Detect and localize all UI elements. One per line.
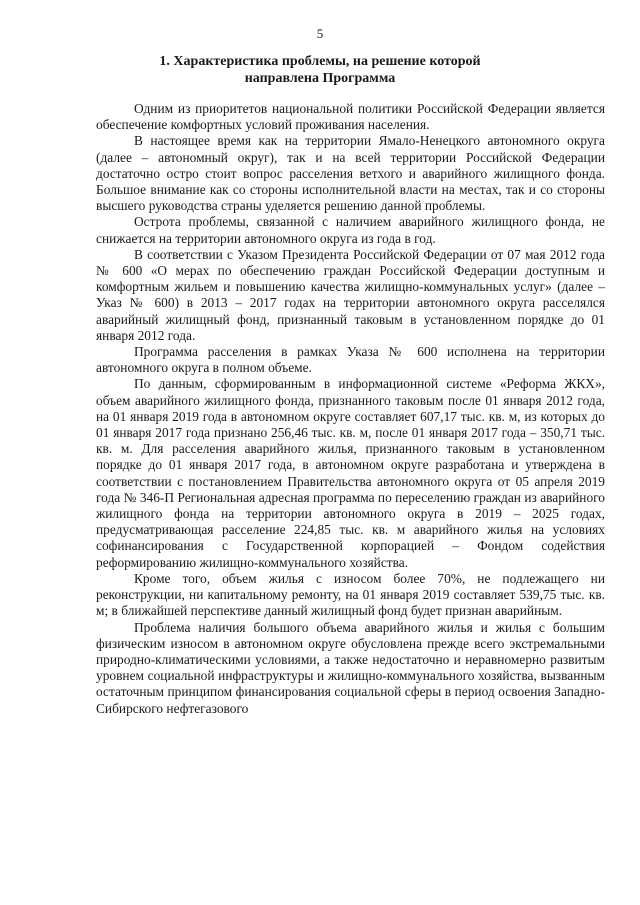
paragraph: Острота проблемы, связанной с наличием аварийного жилищного фонда, не снижается на территории автономного округа из года в год. xyxy=(96,214,605,246)
document-body xyxy=(96,101,605,717)
paragraph: Одним из приоритетов национальной политики Российской Федерации является обеспечение комфортных условий проживания населения. xyxy=(96,101,605,133)
paragraph: В настоящее время как на территории Ямало-Ненецкого автономного округа (далее – автономный округ), так и на всей территории Российской Федерации достаточно остро стоит вопрос расселения ветхого и аварийного жилищного фонда. Большое внимание как со стороны исполнительной власти на местах, так и со стороны высшего руководства страны уделяется решению данной проблемы. xyxy=(96,133,605,214)
paragraph: Кроме того, объем жилья с износом более 70%, не подлежащего ни реконструкции, ни капитальному ремонту, на 01 января 2019 составляет 539,75 тыс. кв. м; в ближайшей перспективе данный жилищный фонд будет признан аварийным. xyxy=(96,570,605,619)
section-heading-line-2: направлена Программа xyxy=(244,71,396,86)
section-heading xyxy=(96,53,544,87)
paragraph: По данным, сформированным в информационной системе «Реформа ЖКХ», объем аварийного жилищного фонда, признанного таковым после 01 января 2012 года, на 01 января 2019 года в автономном округе составляет 607,17 тыс. кв. м, из которых до 01 января 2017 года признано 256,46 тыс. кв. м, после 01 января 2017 года – 350,71 тыс. кв. м. Для расселения аварийного жилья, признанного таковым в установленном порядке до 01 января 2017 года, в автономном округе разработана и утверждена в соответствии с постановлением Правительства автономного округа от 05 апреля 2019 года № 346-П Региональная адресная программа по переселению граждан из аварийного жилищного фонда на территории автономного округа в 2019 – 2025 годах, предусматривающая расселение 224,85 тыс. кв. м аварийного жилья на условиях софинансирования с Государственной корпорацией – Фондом содействия реформированию жилищно-коммунального хозяйства. xyxy=(96,376,605,570)
paragraph: Программа расселения в рамках Указа № 600 исполнена на территории автономного округа в полном объеме. xyxy=(96,344,605,376)
paragraph: Проблема наличия большого объема аварийного жилья и жилья с большим физическим износом в автономном округе обусловлена прежде всего экстремальными природно-климатическими условиями, а также недостаточно и неравномерно развитым уровнем социальной инфраструктуры и жилищно-коммунального хозяйства, вызванным остаточным принципом финансирования социальной сферы в период освоения Западно-Сибирского нефтегазового xyxy=(96,619,605,716)
paragraph: В соответствии с Указом Президента Российской Федерации от 07 мая 2012 года № 600 «О мерах по обеспечению граждан Российской Федерации доступным и комфортным жильем и повышению качества жилищно-коммунальных услуг» (далее – Указ № 600) в 2013 – 2017 годах на территории автономного округа расселялся аварийный жилищный фонд, признанный таковым в установленном порядке до 01 января 2012 года. xyxy=(96,246,605,343)
page-number: 5 xyxy=(316,26,324,41)
section-heading-line-1: 1. Характеристика проблемы, на решение которой xyxy=(159,54,481,69)
